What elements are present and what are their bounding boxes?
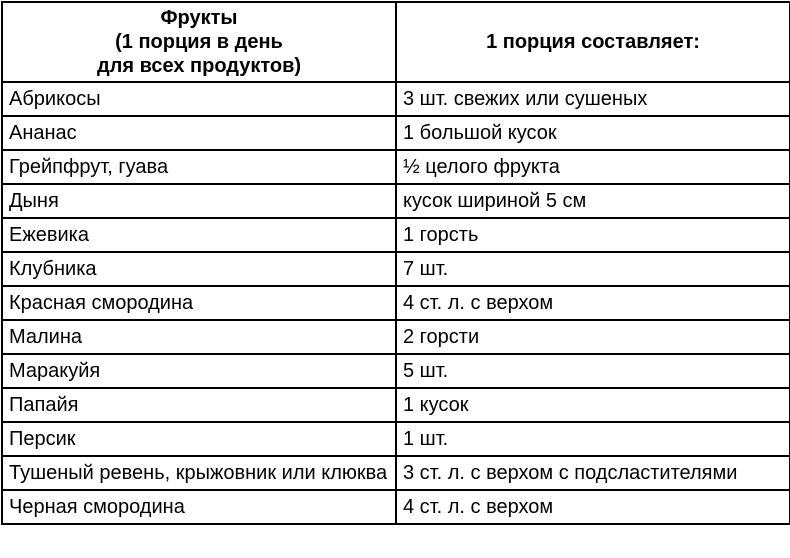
fruit-cell: Грейпфрут, гуава [2, 150, 396, 184]
header-fruits-line: Фрукты [160, 7, 238, 29]
fruit-cell: Тушеный ревень, крыжовник или клюква [2, 456, 396, 490]
table-row [2, 82, 790, 116]
fruit-cell: Ананас [2, 116, 396, 150]
header-portion: 1 порция составляет: [396, 2, 790, 82]
table-row [2, 116, 790, 150]
table-row [2, 218, 790, 252]
portion-cell: 3 шт. свежих или сушеных [396, 82, 790, 116]
table-row [2, 354, 790, 388]
table-row [2, 320, 790, 354]
table-row [2, 286, 790, 320]
portion-cell: 5 шт. [396, 354, 790, 388]
portion-cell: 2 горсти [396, 320, 790, 354]
portion-cell: 1 горсть [396, 218, 790, 252]
header-fruits [2, 2, 396, 82]
portion-cell: 4 ст. л. с верхом [396, 490, 790, 524]
fruit-cell: Персик [2, 422, 396, 456]
table-header-row [2, 2, 790, 82]
table-row [2, 252, 790, 286]
portion-cell: 1 большой кусок [396, 116, 790, 150]
fruit-cell: Дыня [2, 184, 396, 218]
fruit-portion-table [1, 1, 790, 525]
portion-cell: 1 кусок [396, 388, 790, 422]
portion-cell: кусок шириной 5 см [396, 184, 790, 218]
table-row [2, 422, 790, 456]
table-row [2, 184, 790, 218]
header-fruits-line: для всех продуктов) [96, 55, 302, 77]
portion-cell: 1 шт. [396, 422, 790, 456]
fruit-cell: Абрикосы [2, 82, 396, 116]
table-row [2, 150, 790, 184]
portion-cell: ½ целого фрукта [396, 150, 790, 184]
portion-cell: 3 ст. л. с верхом с подсластителями [396, 456, 790, 490]
fruit-cell: Черная смородина [2, 490, 396, 524]
table-row [2, 388, 790, 422]
fruit-cell: Маракуйя [2, 354, 396, 388]
fruit-cell: Красная смородина [2, 286, 396, 320]
portion-cell: 4 ст. л. с верхом [396, 286, 790, 320]
table-row [2, 456, 790, 490]
portion-cell: 7 шт. [396, 252, 790, 286]
fruit-cell: Малина [2, 320, 396, 354]
fruit-cell: Ежевика [2, 218, 396, 252]
header-fruits-line: (1 порция в день [115, 31, 283, 53]
fruit-cell: Папайя [2, 388, 396, 422]
table-row [2, 490, 790, 524]
fruit-cell: Клубника [2, 252, 396, 286]
